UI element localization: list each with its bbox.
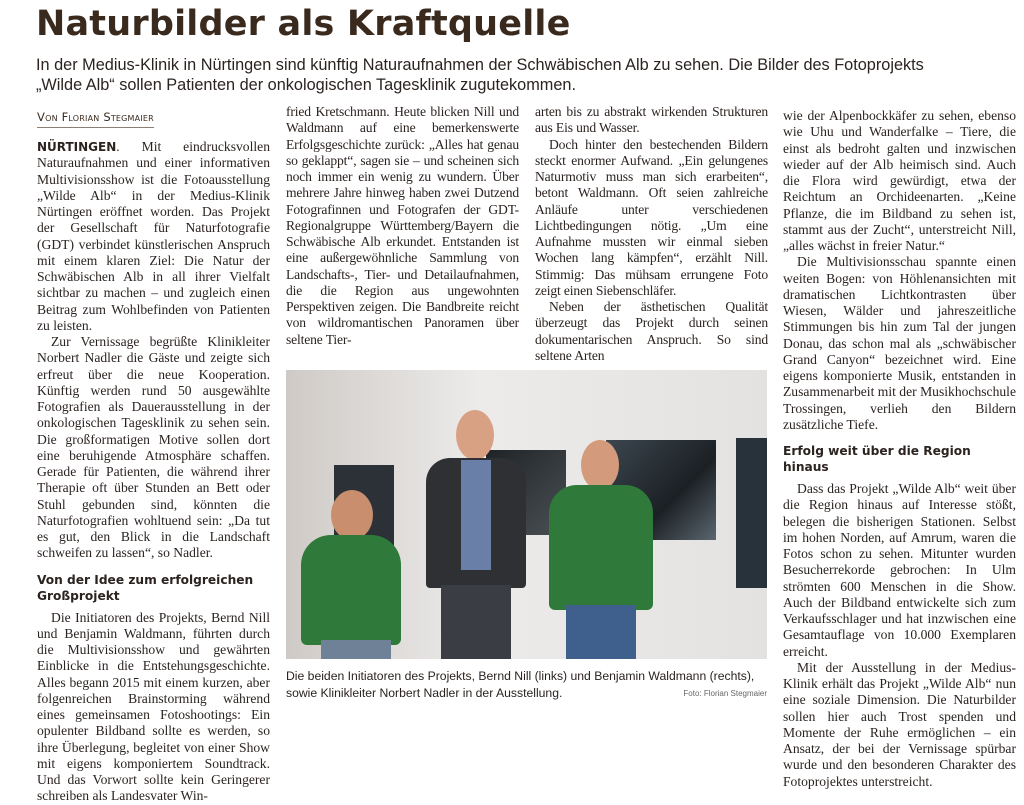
paragraph: Die Multivisionsschau spannte einen weiten Bogen: von Höhlenansichten mit dramatischen Lichtkontrasten über Wiesen, Wälder und jahreszeitliche Stimmungen bis hin zum Tal der jungen Donau, das schon mal als „schwäbischer Grand Canyon“ bezeichnet wird. Eine eigens komponierte Musik, entstanden in Zusammenarbeit mit der Musikhochschule Trossingen, verlieh den Bildern zusätzliche Tiefe. [783, 254, 1016, 432]
paragraph-text: . Mit eindrucksvollen Naturaufnahmen und einer informativen Multivisionsshow ist die Fotoausstellung „Wilde Alb“ in der Medius-Klinik Nürtingen eröffnet worden. Das Projekt der Gesellschaft für Naturfotografie (GDT) verbindet künstlerischen Anspruch mit einem klaren Ziel: Die Natur der Schwäbischen Alb in all ihrer Vielfalt sichtbar zu machen – und zugleich einen Beitrag zum Wohlbefinden von Patienten zu leisten. [37, 139, 270, 333]
paragraph: Dass das Projekt „Wilde Alb“ weit über die Region hinaus auf Interesse stößt, belegen die bisherigen Stationen. Selbst im hohen Norden, auf Amrum, waren die Fotos schon zu sehen. Mitunter wurden Besucherrekorde gebrochen: In Ulm strömten 600 Menschen in die Show. Auch der Bildband entwickelte sich zum Verkaufsschlager und hat inzwischen eine Gesamtauflage von 10.000 Exemplaren erreicht. [783, 481, 1016, 659]
person-left [296, 490, 406, 659]
article-photo [286, 370, 767, 659]
photo-credit: Foto: Florian Stegmaier [683, 689, 767, 698]
person-center [421, 410, 531, 659]
paragraph: wie der Alpenbockkäfer zu sehen, ebenso wie Uhu und Wanderfalke – Tiere, die einst als bedroht galten und inzwischen wieder auf der Alb heimisch sind. Auch die Flora wird gewürdigt, etwa der Reichtum an Orchideenarten. „Keine Pflanze, die im Bildband zu sehen ist, stammt aus der Zucht“, unterstreicht Nill, „alles wächst in freier Natur.“ [783, 108, 1016, 253]
lead-paragraph: In der Medius-Klinik in Nürtingen sind künftig Naturaufnahmen der Schwäbischen Alb zu sehen. Die Bilder des Fotoprojekts „Wilde Alb“ sollen Patienten der onkologischen Tagesklinik zugutekommen. [36, 56, 924, 94]
person-right [541, 440, 661, 659]
subheading: Erfolg weit über die Region hinaus [783, 444, 971, 474]
exhibition-print [736, 438, 767, 588]
subheading: Von der Idee zum erfolgreichen Großprojekt [37, 572, 254, 603]
paragraph: Die Initiatoren des Projekts, Bernd Nill und Benjamin Waldmann, führten durch die Multivisionsshow und gewährten Einblicke in die Entstehungsgeschichte. Alles begann 2015 mit einem kurzen, aber folgenreichen Brainstorming während eines gemeinsamen Fotoshootings: Ein opulenter Bildband sollte es werden, so ihre Überlegung, begleitet von einer Show mit eigens komponiertem Soundtrack. Und das Vorwort sollte kein Geringerer schreiben als Landesvater Win- [37, 609, 270, 804]
paragraph: fried Kretschmann. Heute blicken Nill und Waldmann auf eine bemerkenswerte Erfolgsgeschichte zurück: „Alles hat genau so geklappt“, sagen sie – und scheinen sich noch immer ein wenig zu wundern. Über mehrere Jahre hinweg haben zwei Dutzend Fotografinnen und Fotografen der GDT-Regionalgruppe Württemberg/Bayern die Schwäbische Alb erkundet. Entstanden ist eine außergewöhnliche Sammlung von Landschafts-, Tier- und Detailaufnahmen, die die Region aus ungewohnten Perspektiven zeigen. Die Bandbreite reicht von wildromantischen Panoramen über seltene Tier- [286, 104, 519, 347]
caption-text: Die beiden Initiatoren des Projekts, Bernd Nill (links) und Benjamin Waldmann (rechts), sowie Klinikleiter Norbert Nadler in der Ausstellung. [286, 669, 755, 700]
photo-caption [286, 668, 767, 702]
paragraph: Doch hinter den bestechenden Bildern steckt enormer Aufwand. „Ein gelungenes Naturmotiv muss man sich erarbeiten“, betont Waldmann. Oft seien zahlreiche Anläufe unter verschiedenen Lichtbedingungen nötig. „Um eine Aufnahme mussten wir einmal sieben Wochen lang kämpfen“, erzählt Nill. Stimmig: Das mühsam errungene Foto zeigt einen Siebenschläfer. [535, 136, 768, 298]
paragraph: Mit der Ausstellung in der Medius-Klinik erhält das Projekt „Wilde Alb“ nun eine soziale Dimension. Die Naturbilder sollen hier auch Trost spenden und Momente der Ruhe ermöglichen – ein Ansatz, der bei der Vernissage spürbar wurde und den besonderen Charakter des Fotoprojektes unterstreicht. [783, 659, 1016, 789]
headline: Naturbilder als Kraftquelle [36, 4, 571, 44]
column-1 [37, 139, 270, 805]
byline: Von Florian Stegmaier [37, 110, 154, 128]
column-3 [535, 104, 768, 364]
column-2 [286, 104, 519, 348]
paragraph [37, 139, 270, 334]
dateline: NÜRTINGEN [37, 140, 117, 154]
paragraph: Zur Vernissage begrüßte Klinikleiter Norbert Nadler die Gäste und zeigte sich erfreut über die neue Kooperation. Künftig werden rund 50 ausgewählte Fotografien als Dauerausstellung in der onkologischen Tagesklinik zu sehen sein. Die großformatigen Motive sollen dort eine beruhigende Atmosphäre schaffen. Gerade für Patienten, die während ihrer Therapie oft über Stunden an Bett oder Stuhl gebunden sind, könnten die Naturfotografien wohltuend sein: „Da tut es gut, den Blick in die Landschaft schweifen zu lassen“, so Nadler. [37, 334, 270, 561]
paragraph: arten bis zu abstrakt wirkenden Strukturen aus Eis und Wasser. [535, 104, 768, 136]
column-4 [783, 108, 1016, 790]
paragraph: Neben der ästhetischen Qualität überzeugt das Projekt durch seinen dokumentarischen Anspruch. So sind seltene Arten [535, 299, 768, 363]
